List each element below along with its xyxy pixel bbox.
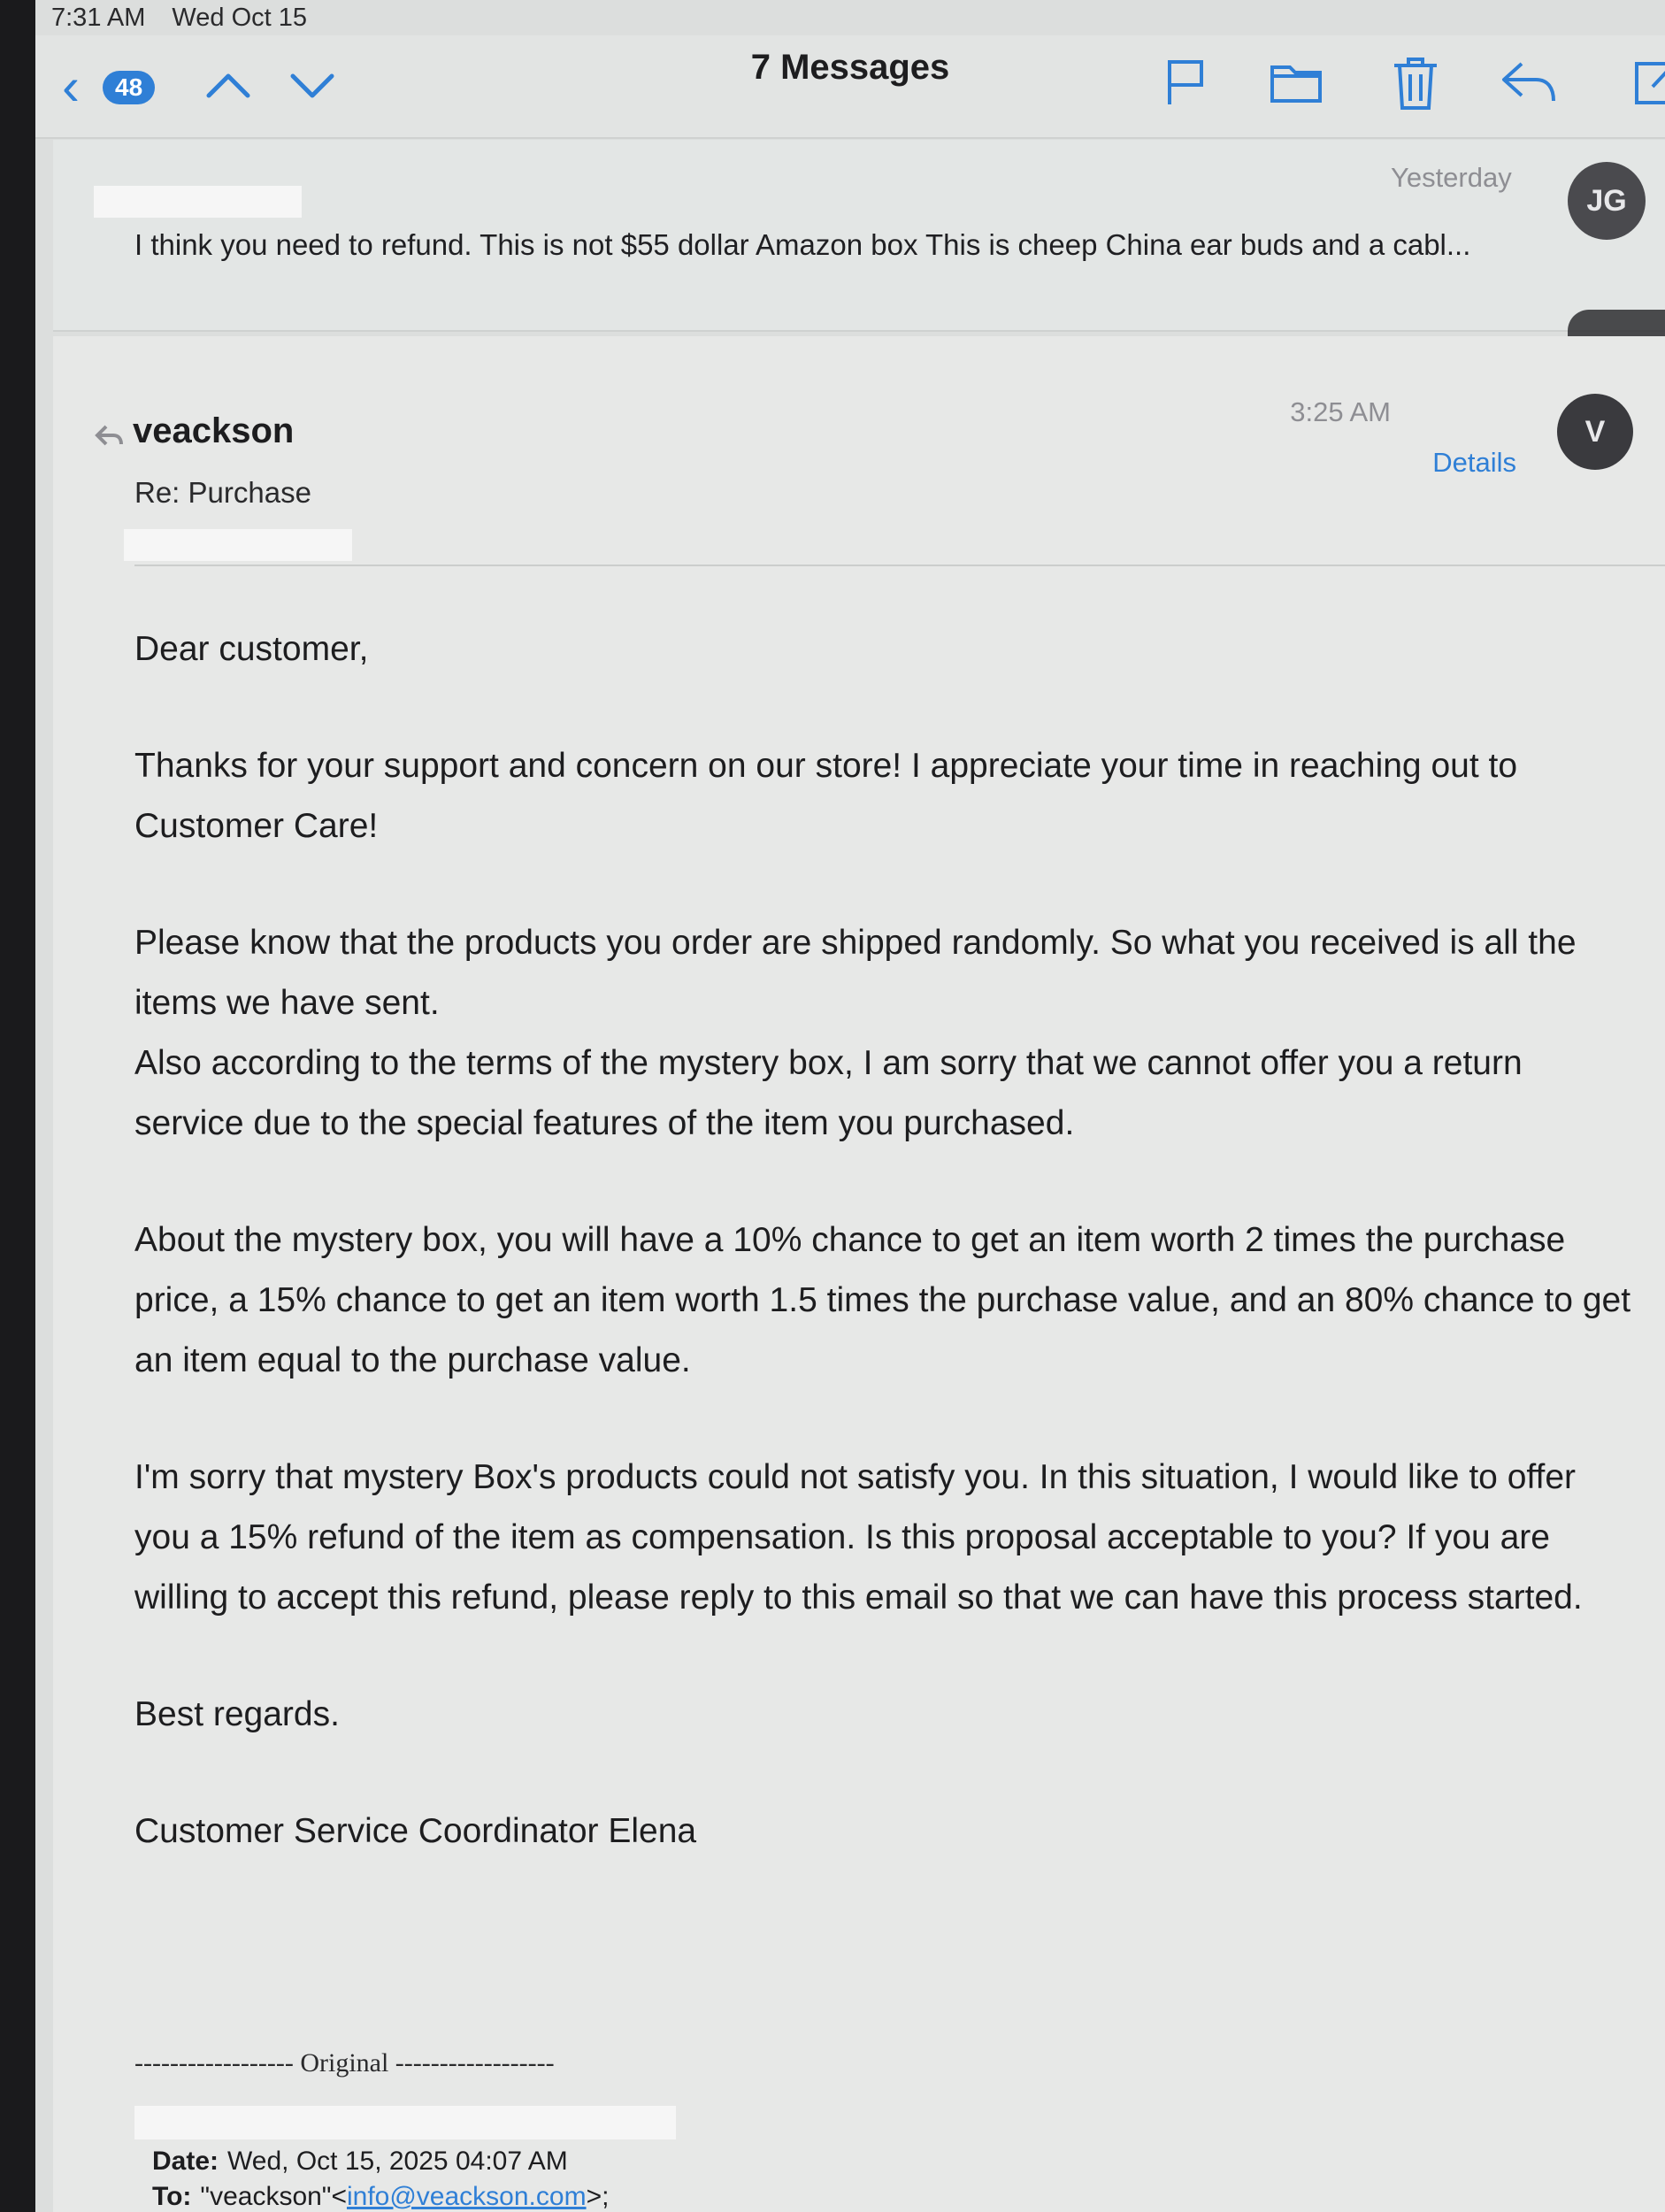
original-to [152,2182,609,2212]
thread-item-preview: I think you need to refund. This is not $55 dollar Amazon box This is cheep China ear buds and a cabl... [134,228,1471,261]
paragraph: Also according to the terms of the mystery box, I am sorry that we cannot offer you a return service due to the special features of the item you purchased. [134,1044,1523,1142]
date-label: Date: [152,2147,219,2176]
to-name: "veackson"< [200,2182,347,2211]
to-email-link[interactable]: info@veackson.com [346,2182,587,2211]
avatar: JG [1568,162,1646,240]
avatar[interactable]: V [1557,394,1633,470]
device-bezel [0,0,35,2212]
greeting: Dear customer, [134,630,369,668]
status-time: 7:31 AM [51,4,146,32]
message-sender[interactable]: veackson [133,411,295,450]
thread-item-time: Yesterday [1391,162,1512,193]
status-date: Wed Oct 15 [172,4,307,32]
date-value: Wed, Oct 15, 2025 04:07 AM [227,2147,568,2176]
compose-icon[interactable] [1628,55,1665,112]
message-body [134,619,1638,1918]
to-suffix: >; [586,2182,610,2211]
trash-icon[interactable] [1389,55,1442,118]
signature: Customer Service Coordinator Elena [134,1812,697,1850]
paragraph: I'm sorry that mystery Box's products could not satisfy you. In this situation, I would like to offer you a 15% refund of the item as compensation. Is this proposal acceptable to you? If you are willing to accept this refund, please reply to this email so that we can have this process started. [134,1458,1583,1617]
folder-icon[interactable] [1267,55,1325,112]
message-card [53,336,1665,2212]
thread-item-previous[interactable] [53,140,1665,332]
paragraph: Please know that the products you order are shipped randomly. So what you received is all the items we have sent. [134,924,1577,1022]
details-link[interactable]: Details [1432,447,1516,478]
status-bar [51,4,307,33]
paragraph: Thanks for your support and concern on our store! I appreciate your time in reaching out to Customer Care! [134,747,1518,845]
flag-icon[interactable] [1159,55,1212,112]
closing: Best regards. [134,1695,340,1733]
redacted-recipient [124,529,352,561]
to-label: To: [152,2182,192,2211]
reply-indicator-icon [94,423,124,452]
original-message-header: ------------------ Original ------------------ [134,2048,555,2078]
reply-icon[interactable] [1497,55,1559,112]
message-subject: Re: Purchase [134,476,311,509]
original-date [152,2147,568,2177]
message-time: 3:25 AM [1290,396,1391,427]
chevron-left-icon[interactable]: ‹ [62,57,80,116]
redacted-from [134,2106,676,2139]
paragraph: About the mystery box, you will have a 10% chance to get an item worth 2 times the purchase price, a 15% chance to get an item worth 1.5 times the purchase value, and an 80% chance to get an item equal to the purchase value. [134,1221,1631,1379]
unread-count-badge[interactable]: 48 [103,71,155,104]
redacted-sender [94,186,302,218]
thread-title: 7 Messages [750,48,950,87]
header-divider [134,565,1665,566]
mail-toolbar [35,35,1665,139]
